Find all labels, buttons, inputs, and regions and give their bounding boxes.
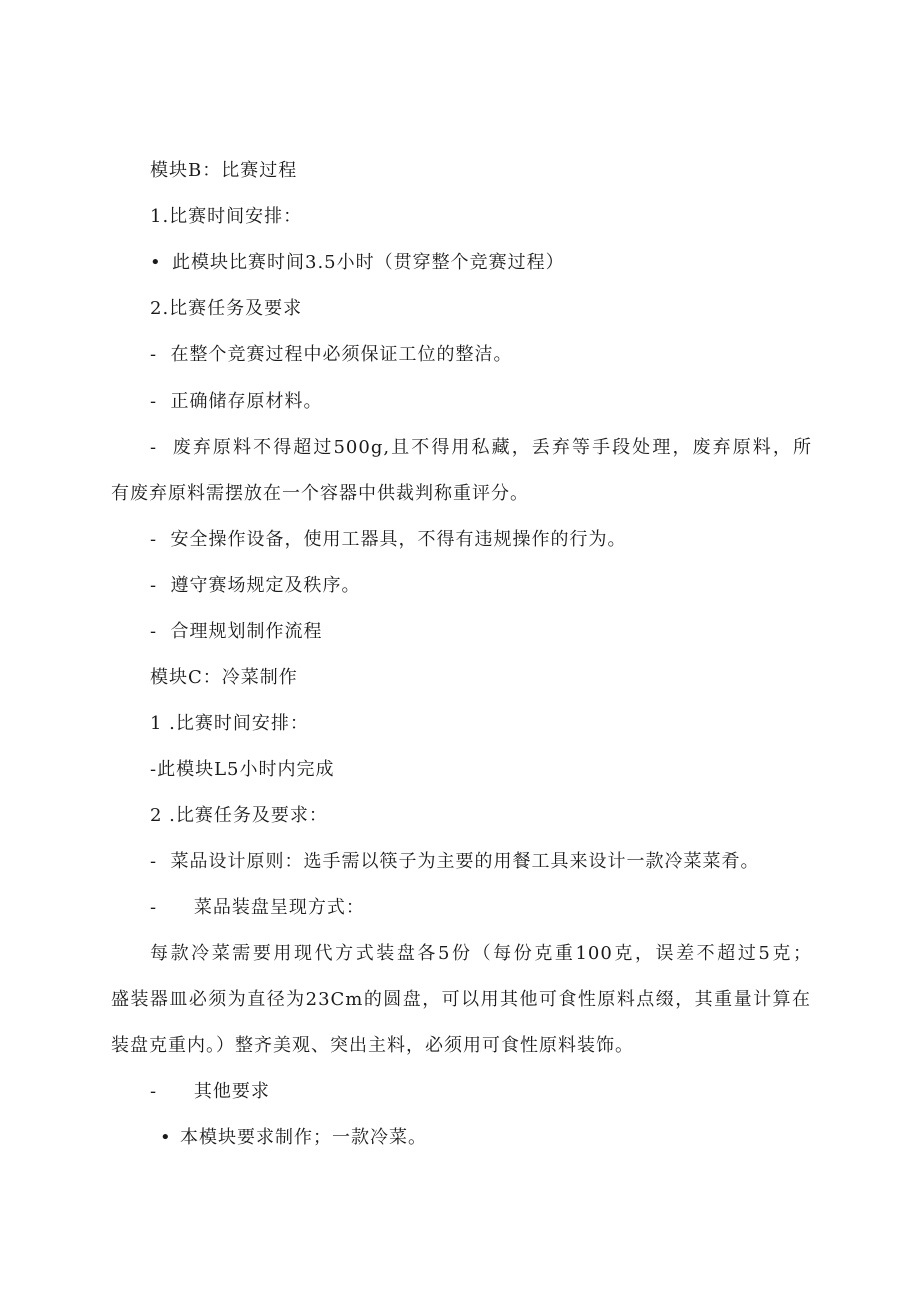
module-c-plating-heading (150, 896, 365, 920)
dash-marker: - (150, 575, 158, 596)
dash-marker: - (150, 391, 158, 412)
module-b-req-3-line2 (111, 482, 529, 506)
module-c-time-item (150, 758, 335, 782)
module-b-req-3-line2-text: 有废弃原料需摆放在一个容器中供裁判称重评分。 (111, 483, 529, 504)
module-c-other-bullet (160, 1126, 427, 1150)
module-c-other-bullet-text: 本模块要求制作；一款冷菜。 (180, 1127, 427, 1148)
module-b-req-4 (150, 528, 627, 552)
module-b-req-1 (150, 343, 513, 367)
module-b-title-text: 模块B：比赛过程 (150, 160, 298, 181)
module-c-plating-line3 (111, 1034, 634, 1058)
dash-marker: - (150, 529, 158, 550)
module-b-title (150, 159, 297, 183)
dash-marker: - (150, 897, 158, 918)
module-b-req-3-line1 (150, 436, 812, 460)
dash-marker: - (150, 621, 158, 642)
module-b-task-heading (150, 297, 302, 321)
module-b-req-2-text: 正确储存原材料。 (170, 391, 323, 412)
module-b-req-6-text: 合理规划制作流程 (170, 621, 323, 642)
module-b-req-5 (150, 574, 361, 598)
module-c-other-heading-text: 其他要求 (193, 1081, 270, 1102)
module-c-plating-line2-text: 盛装器皿必须为直径为23Cm的圆盘，可以用其他可食性原料点缀，其重量计算在 (111, 989, 811, 1010)
module-b-time-heading (150, 205, 302, 229)
dash-marker: - (150, 344, 158, 365)
module-b-req-1-text: 在整个竞赛过程中必须保证工位的整洁。 (170, 344, 513, 365)
module-c-plating-line2 (111, 988, 811, 1012)
module-c-plating-line3-text: 装盘克重内。）整齐美观、突出主料，必须用可食性原料装饰。 (111, 1035, 634, 1056)
bullet-marker: • (150, 252, 162, 273)
module-b-req-4-text: 安全操作设备，使用工器具，不得有违规操作的行为。 (170, 529, 627, 550)
module-b-req-2 (150, 390, 323, 414)
module-c-title-text: 模块C：冷菜制作 (150, 667, 298, 688)
dash-marker: - (150, 1081, 158, 1102)
module-c-time-heading-text: 1 .比赛时间安排： (150, 713, 309, 734)
module-c-title (150, 666, 298, 690)
module-b-req-3-line1-text: 废弃原料不得超过500g,且不得用私藏，丢弃等手段处理，废弃原料，所 (172, 437, 812, 458)
module-b-time-bullet-text: 此模块比赛时间3.5小时（贯穿整个竞赛过程） (172, 252, 565, 273)
module-b-req-6 (150, 620, 323, 644)
module-c-time-item-text: -此模块L5小时内完成 (150, 759, 335, 780)
dash-marker: - (150, 437, 158, 458)
module-c-plating-heading-text: 菜品装盘呈现方式： (193, 897, 365, 918)
module-b-req-5-text: 遵守赛场规定及秩序。 (170, 575, 361, 596)
module-c-other-heading (150, 1080, 270, 1104)
module-c-time-heading (150, 712, 309, 736)
bullet-marker: • (160, 1127, 172, 1148)
module-c-plating-line1 (150, 942, 812, 966)
module-b-task-heading-text: 2.比赛任务及要求 (150, 298, 303, 319)
module-b-time-bullet (150, 251, 565, 275)
module-c-design-principle (150, 850, 760, 874)
module-c-task-heading-text: 2 .比赛任务及要求： (150, 805, 328, 826)
module-b-time-heading-text: 1.比赛时间安排： (150, 206, 303, 227)
module-c-task-heading (150, 804, 328, 828)
dash-marker: - (150, 851, 158, 872)
module-c-design-principle-text: 菜品设计原则：选手需以筷子为主要的用餐工具来设计一款冷菜菜肴。 (170, 851, 760, 872)
module-c-plating-line1-text: 每款冷菜需要用现代方式装盘各5份（每份克重100克，误差不超过5克； (150, 943, 812, 964)
